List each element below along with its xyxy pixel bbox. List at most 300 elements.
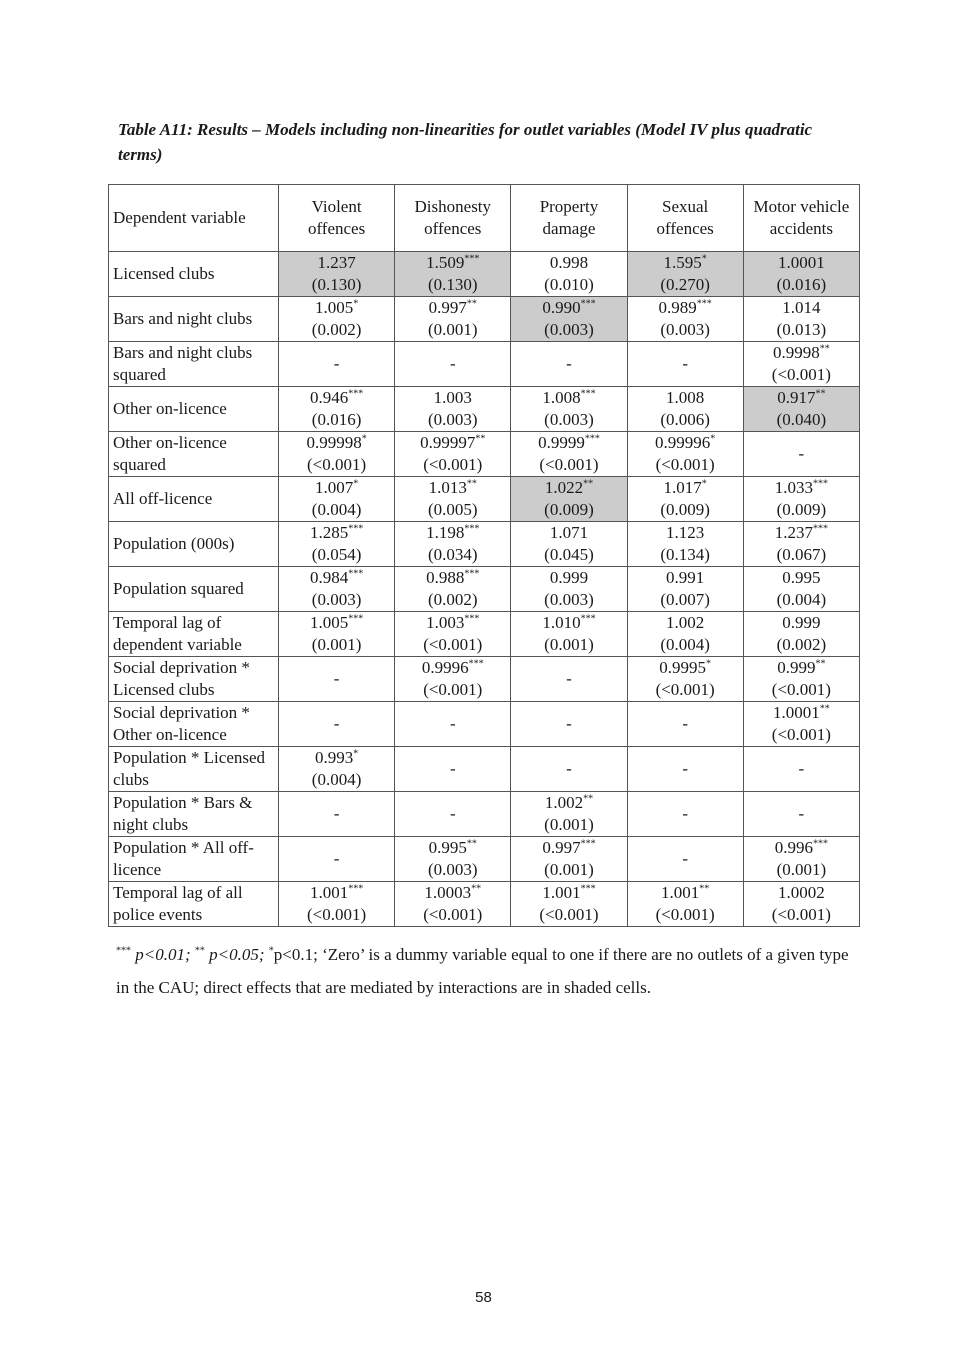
coefficient	[748, 342, 855, 364]
coefficient	[748, 477, 855, 499]
coefficient	[748, 567, 855, 589]
row-label: Bars and night clubs squared	[109, 342, 279, 387]
header-dependent-variable: Dependent variable	[109, 185, 279, 252]
standard-error: (0.002)	[427, 590, 478, 609]
coefficient	[632, 758, 739, 780]
coefficient-value: 1.003	[433, 388, 472, 407]
coefficient-value: 0.984	[309, 568, 349, 587]
standard-error: (0.130)	[427, 275, 478, 294]
standard-error: (0.130)	[311, 275, 362, 294]
coefficient-value: -	[333, 849, 340, 868]
coefficient-value: 0.989	[658, 298, 697, 317]
table-cell	[279, 387, 395, 432]
standard-error: (<0.001)	[655, 905, 715, 924]
coefficient-value: -	[566, 714, 572, 733]
coefficient-value: 0.946	[309, 388, 349, 407]
coefficient-value: 1.237	[317, 253, 356, 272]
coefficient	[515, 567, 622, 589]
coefficient	[515, 882, 622, 904]
coefficient	[283, 387, 390, 409]
coefficient	[399, 252, 506, 274]
row-label: Temporal lag of dependent variable	[109, 612, 279, 657]
coefficient	[632, 353, 739, 375]
standard-error: (0.001)	[427, 320, 478, 339]
row-label: Population * Bars & night clubs	[109, 792, 279, 837]
coefficient	[399, 612, 506, 634]
coefficient	[632, 387, 739, 409]
coefficient-value: -	[682, 354, 688, 373]
significance-stars: **	[475, 433, 486, 445]
coefficient-value: -	[798, 804, 805, 823]
table-row	[109, 297, 860, 342]
coefficient-value: -	[566, 759, 572, 778]
coefficient	[748, 803, 855, 825]
row-label: Bars and night clubs	[109, 297, 279, 342]
coefficient	[399, 477, 506, 499]
significance-stars: **	[815, 658, 826, 670]
coefficient-value: 1.071	[549, 523, 589, 542]
table-cell	[511, 297, 627, 342]
note-p2: p<0.05;	[204, 945, 269, 964]
table-cell	[395, 882, 511, 927]
coefficient-value: -	[566, 354, 572, 373]
coefficient-value: -	[333, 669, 340, 688]
coefficient	[399, 567, 506, 589]
coefficient-value: -	[333, 804, 340, 823]
significance-stars: ***	[348, 523, 364, 535]
coefficient	[283, 353, 390, 375]
coefficient-value: 0.995	[782, 568, 821, 587]
standard-error: (0.001)	[311, 635, 362, 654]
sig-3-star: ***	[116, 945, 131, 957]
coefficient-value: 0.99997	[420, 433, 476, 452]
significance-stars: ***	[580, 388, 596, 400]
coefficient	[283, 252, 390, 274]
standard-error: (<0.001)	[771, 905, 831, 924]
coefficient-value: -	[333, 714, 340, 733]
table-cell	[279, 792, 395, 837]
standard-error: (<0.001)	[423, 905, 483, 924]
coefficient-value: -	[798, 444, 805, 463]
coefficient-value: 0.998	[549, 253, 589, 272]
coefficient-value: 1.0001	[778, 253, 825, 272]
table-cell	[395, 657, 511, 702]
coefficient-value: -	[798, 759, 805, 778]
standard-error: (0.054)	[311, 545, 362, 564]
standard-error: (0.001)	[544, 815, 594, 834]
table-row	[109, 747, 860, 792]
coefficient	[283, 612, 390, 634]
standard-error: (<0.001)	[423, 680, 483, 699]
coefficient-value: 0.997	[542, 838, 581, 857]
standard-error: (0.005)	[427, 500, 478, 519]
coefficient-value: 0.9996	[421, 658, 469, 677]
table-cell	[395, 567, 511, 612]
coefficient-value: 0.996	[774, 838, 813, 857]
header-dishonesty: Dishonesty offences	[395, 185, 511, 252]
standard-error: (0.009)	[776, 500, 827, 519]
standard-error: (0.002)	[311, 320, 362, 339]
table-cell	[395, 747, 511, 792]
coefficient-value: 1.001	[542, 883, 581, 902]
coefficient-value: 0.988	[426, 568, 465, 587]
sig-2-star: **	[194, 945, 205, 957]
row-label: Temporal lag of all police events	[109, 882, 279, 927]
coefficient-value: 1.237	[774, 523, 813, 542]
table-cell	[511, 612, 627, 657]
header-property: Property damage	[511, 185, 627, 252]
standard-error: (<0.001)	[655, 680, 715, 699]
standard-error: (0.004)	[311, 770, 362, 789]
table-cell	[743, 882, 859, 927]
coefficient-value: 0.999	[549, 568, 589, 587]
table-row	[109, 792, 860, 837]
coefficient	[515, 792, 622, 814]
standard-error: (0.003)	[544, 410, 594, 429]
coefficient	[632, 882, 739, 904]
standard-error: (0.040)	[776, 410, 827, 429]
table-cell	[627, 432, 743, 477]
standard-error: (<0.001)	[423, 455, 483, 474]
coefficient	[515, 668, 622, 690]
standard-error: (0.010)	[544, 275, 594, 294]
significance-stars: ***	[464, 613, 480, 625]
table-cell	[627, 882, 743, 927]
table-cell	[279, 477, 395, 522]
coefficient-value: 0.995	[428, 838, 467, 857]
standard-error: (0.003)	[660, 320, 710, 339]
coefficient	[283, 803, 390, 825]
coefficient	[632, 522, 739, 544]
standard-error: (0.134)	[660, 545, 710, 564]
coefficient-value: 0.9999	[538, 433, 585, 452]
table-cell	[743, 702, 859, 747]
table-row	[109, 882, 860, 927]
header-sexual: Sexual offences	[627, 185, 743, 252]
coefficient	[632, 297, 739, 319]
significance-stars: **	[819, 703, 830, 715]
table-row	[109, 657, 860, 702]
note-p1: p<0.01;	[131, 945, 195, 964]
standard-error: (<0.001)	[307, 455, 367, 474]
coefficient-value: 0.997	[428, 298, 467, 317]
significance-stars: ***	[348, 613, 364, 625]
table-cell	[627, 522, 743, 567]
table-cell	[279, 342, 395, 387]
table-cell	[627, 477, 743, 522]
table-cell	[395, 432, 511, 477]
significance-stars: ***	[348, 883, 364, 895]
coefficient	[283, 477, 390, 499]
coefficient	[748, 252, 855, 274]
table-cell	[511, 432, 627, 477]
coefficient	[515, 477, 622, 499]
coefficient	[748, 443, 855, 465]
table-cell	[743, 342, 859, 387]
table-cell	[627, 612, 743, 657]
coefficient-value: 1.595	[663, 253, 702, 272]
coefficient	[515, 353, 622, 375]
significance-stars: *	[353, 478, 359, 490]
table-cell	[511, 657, 627, 702]
significance-stars: **	[466, 478, 477, 490]
table-cell	[279, 252, 395, 297]
significance-stars: ***	[580, 298, 596, 310]
coefficient-value: 1.001	[661, 883, 700, 902]
coefficient	[748, 837, 855, 859]
table-cell	[627, 702, 743, 747]
coefficient	[748, 612, 855, 634]
standard-error: (<0.001)	[307, 905, 367, 924]
header-violent: Violent offences	[279, 185, 395, 252]
coefficient	[632, 567, 739, 589]
coefficient-value: 1.285	[309, 523, 349, 542]
coefficient-value: 1.0001	[773, 703, 820, 722]
significance-stars: **	[466, 298, 477, 310]
coefficient-value: -	[566, 669, 572, 688]
coefficient	[748, 522, 855, 544]
standard-error: (0.003)	[311, 590, 362, 609]
table-cell	[743, 837, 859, 882]
coefficient	[399, 758, 506, 780]
coefficient-value: 1.005	[314, 298, 354, 317]
standard-error: (0.016)	[311, 410, 362, 429]
coefficient	[748, 387, 855, 409]
table-cell	[395, 522, 511, 567]
coefficient	[399, 387, 506, 409]
table-cell	[395, 792, 511, 837]
coefficient-value: 0.917	[777, 388, 816, 407]
coefficient-value: -	[449, 714, 456, 733]
significance-stars: *	[361, 433, 367, 445]
table-cell	[627, 657, 743, 702]
table-cell	[627, 252, 743, 297]
coefficient-value: 0.999	[782, 613, 821, 632]
table-cell	[743, 522, 859, 567]
coefficient	[399, 713, 506, 735]
coefficient-value: 1.033	[774, 478, 813, 497]
standard-error: (<0.001)	[655, 455, 715, 474]
table-cell	[743, 612, 859, 657]
coefficient	[283, 668, 390, 690]
row-label: Population squared	[109, 567, 279, 612]
row-label: Social deprivation * Licensed clubs	[109, 657, 279, 702]
significance-stars: ***	[464, 253, 480, 265]
table-cell	[627, 342, 743, 387]
coefficient-value: 1.013	[428, 478, 467, 497]
standard-error: (0.003)	[544, 320, 594, 339]
table-cell	[743, 432, 859, 477]
coefficient	[515, 612, 622, 634]
table-cell	[511, 252, 627, 297]
coefficient-value: 1.010	[542, 613, 581, 632]
table-cell	[627, 387, 743, 432]
row-label: Population * Licensed clubs	[109, 747, 279, 792]
table-cell	[743, 297, 859, 342]
standard-error: (0.270)	[660, 275, 710, 294]
coefficient-value: 1.123	[666, 523, 705, 542]
coefficient-value: 1.008	[542, 388, 581, 407]
coefficient	[283, 713, 390, 735]
significance-stars: **	[466, 838, 477, 850]
coefficient	[632, 252, 739, 274]
significance-stars: *	[353, 748, 359, 760]
significance-stars: **	[583, 478, 594, 490]
coefficient	[748, 657, 855, 679]
table-row	[109, 567, 860, 612]
coefficient-value: 1.014	[782, 298, 821, 317]
coefficient	[399, 353, 506, 375]
significance-stars: **	[815, 388, 826, 400]
coefficient	[632, 432, 739, 454]
coefficient	[748, 758, 855, 780]
row-label: Population (000s)	[109, 522, 279, 567]
table-cell	[511, 342, 627, 387]
coefficient	[399, 522, 506, 544]
table-cell	[395, 252, 511, 297]
coefficient	[515, 297, 622, 319]
table-body	[109, 252, 860, 927]
row-label: All off-licence	[109, 477, 279, 522]
significance-stars: ***	[348, 568, 364, 580]
standard-error: (0.001)	[776, 860, 827, 879]
standard-error: (0.007)	[660, 590, 710, 609]
coefficient	[515, 713, 622, 735]
table-row	[109, 252, 860, 297]
coefficient	[283, 432, 390, 454]
table-cell	[511, 747, 627, 792]
results-table	[108, 184, 860, 927]
coefficient-value: 0.9995	[659, 658, 707, 677]
table-row	[109, 342, 860, 387]
standard-error: (0.006)	[660, 410, 710, 429]
row-label: Population * All off-licence	[109, 837, 279, 882]
coefficient-value: 0.991	[666, 568, 705, 587]
table-cell	[279, 837, 395, 882]
coefficient	[515, 387, 622, 409]
table-cell	[279, 702, 395, 747]
coefficient-value: -	[333, 354, 340, 373]
standard-error: (0.009)	[544, 500, 594, 519]
table-cell	[279, 432, 395, 477]
table-cell	[627, 297, 743, 342]
significance-stars: ***	[464, 568, 480, 580]
coefficient	[515, 837, 622, 859]
table-notes	[116, 938, 866, 1004]
table-cell	[511, 567, 627, 612]
standard-error: (0.004)	[776, 590, 827, 609]
table-cell	[279, 297, 395, 342]
table-row	[109, 837, 860, 882]
table-row	[109, 387, 860, 432]
table-cell	[511, 522, 627, 567]
note-text: p<0.1; ‘Zero’ is a dummy variable equal to one if there are no outlets of a given type in the CAU; direct effects that are mediated by interactions are in shaded cells.	[116, 945, 849, 997]
table-cell	[511, 702, 627, 747]
table-cell	[279, 882, 395, 927]
coefficient-value: 1.005	[309, 613, 349, 632]
significance-stars: ***	[813, 523, 828, 535]
coefficient	[399, 882, 506, 904]
coefficient	[283, 747, 390, 769]
standard-error: (0.067)	[776, 545, 827, 564]
table-cell	[395, 702, 511, 747]
table-cell	[511, 792, 627, 837]
table-row	[109, 522, 860, 567]
coefficient	[283, 567, 390, 589]
sig-1-star: *	[268, 945, 274, 957]
coefficient	[399, 297, 506, 319]
table-cell	[743, 657, 859, 702]
table-cell	[279, 747, 395, 792]
table-cell	[279, 567, 395, 612]
coefficient	[283, 522, 390, 544]
coefficient	[515, 432, 622, 454]
coefficient	[632, 848, 739, 870]
coefficient-value: -	[682, 714, 688, 733]
significance-stars: ***	[584, 433, 600, 445]
table-cell	[395, 477, 511, 522]
significance-stars: ***	[580, 883, 596, 895]
coefficient	[748, 297, 855, 319]
coefficient-value: 1.008	[666, 388, 705, 407]
coefficient	[632, 713, 739, 735]
coefficient	[632, 657, 739, 679]
significance-stars: **	[819, 343, 830, 355]
significance-stars: ***	[348, 388, 364, 400]
standard-error: (<0.001)	[771, 725, 831, 744]
significance-stars: ***	[464, 523, 480, 535]
table-cell	[627, 567, 743, 612]
coefficient-value: 1.509	[426, 253, 465, 272]
coefficient-value: 1.007	[314, 478, 354, 497]
table-cell	[395, 297, 511, 342]
standard-error: (0.045)	[544, 545, 594, 564]
coefficient-value: -	[682, 759, 688, 778]
standard-error: (0.013)	[776, 320, 827, 339]
table-row	[109, 477, 860, 522]
significance-stars: ***	[696, 298, 712, 310]
coefficient	[632, 612, 739, 634]
coefficient-value: -	[449, 804, 456, 823]
coefficient	[399, 432, 506, 454]
table-cell	[627, 792, 743, 837]
coefficient	[748, 702, 855, 724]
table-cell	[743, 747, 859, 792]
table-cell	[511, 387, 627, 432]
table-cell	[395, 387, 511, 432]
table-cell	[279, 522, 395, 567]
table-row	[109, 432, 860, 477]
significance-stars: ***	[580, 838, 596, 850]
coefficient	[632, 803, 739, 825]
row-label: Other on-licence squared	[109, 432, 279, 477]
standard-error: (0.003)	[544, 590, 594, 609]
coefficient-value: 0.999	[777, 658, 816, 677]
coefficient	[399, 803, 506, 825]
standard-error: (<0.001)	[539, 905, 599, 924]
coefficient-value: 1.003	[426, 613, 465, 632]
table-cell	[279, 612, 395, 657]
standard-error: (0.034)	[427, 545, 478, 564]
coefficient-value: 1.017	[663, 478, 702, 497]
coefficient	[283, 882, 390, 904]
coefficient-value: 1.022	[544, 478, 584, 497]
significance-stars: *	[701, 478, 707, 490]
standard-error: (0.009)	[660, 500, 710, 519]
coefficient-value: 0.9998	[773, 343, 820, 362]
significance-stars: ***	[580, 613, 596, 625]
table-cell	[511, 882, 627, 927]
